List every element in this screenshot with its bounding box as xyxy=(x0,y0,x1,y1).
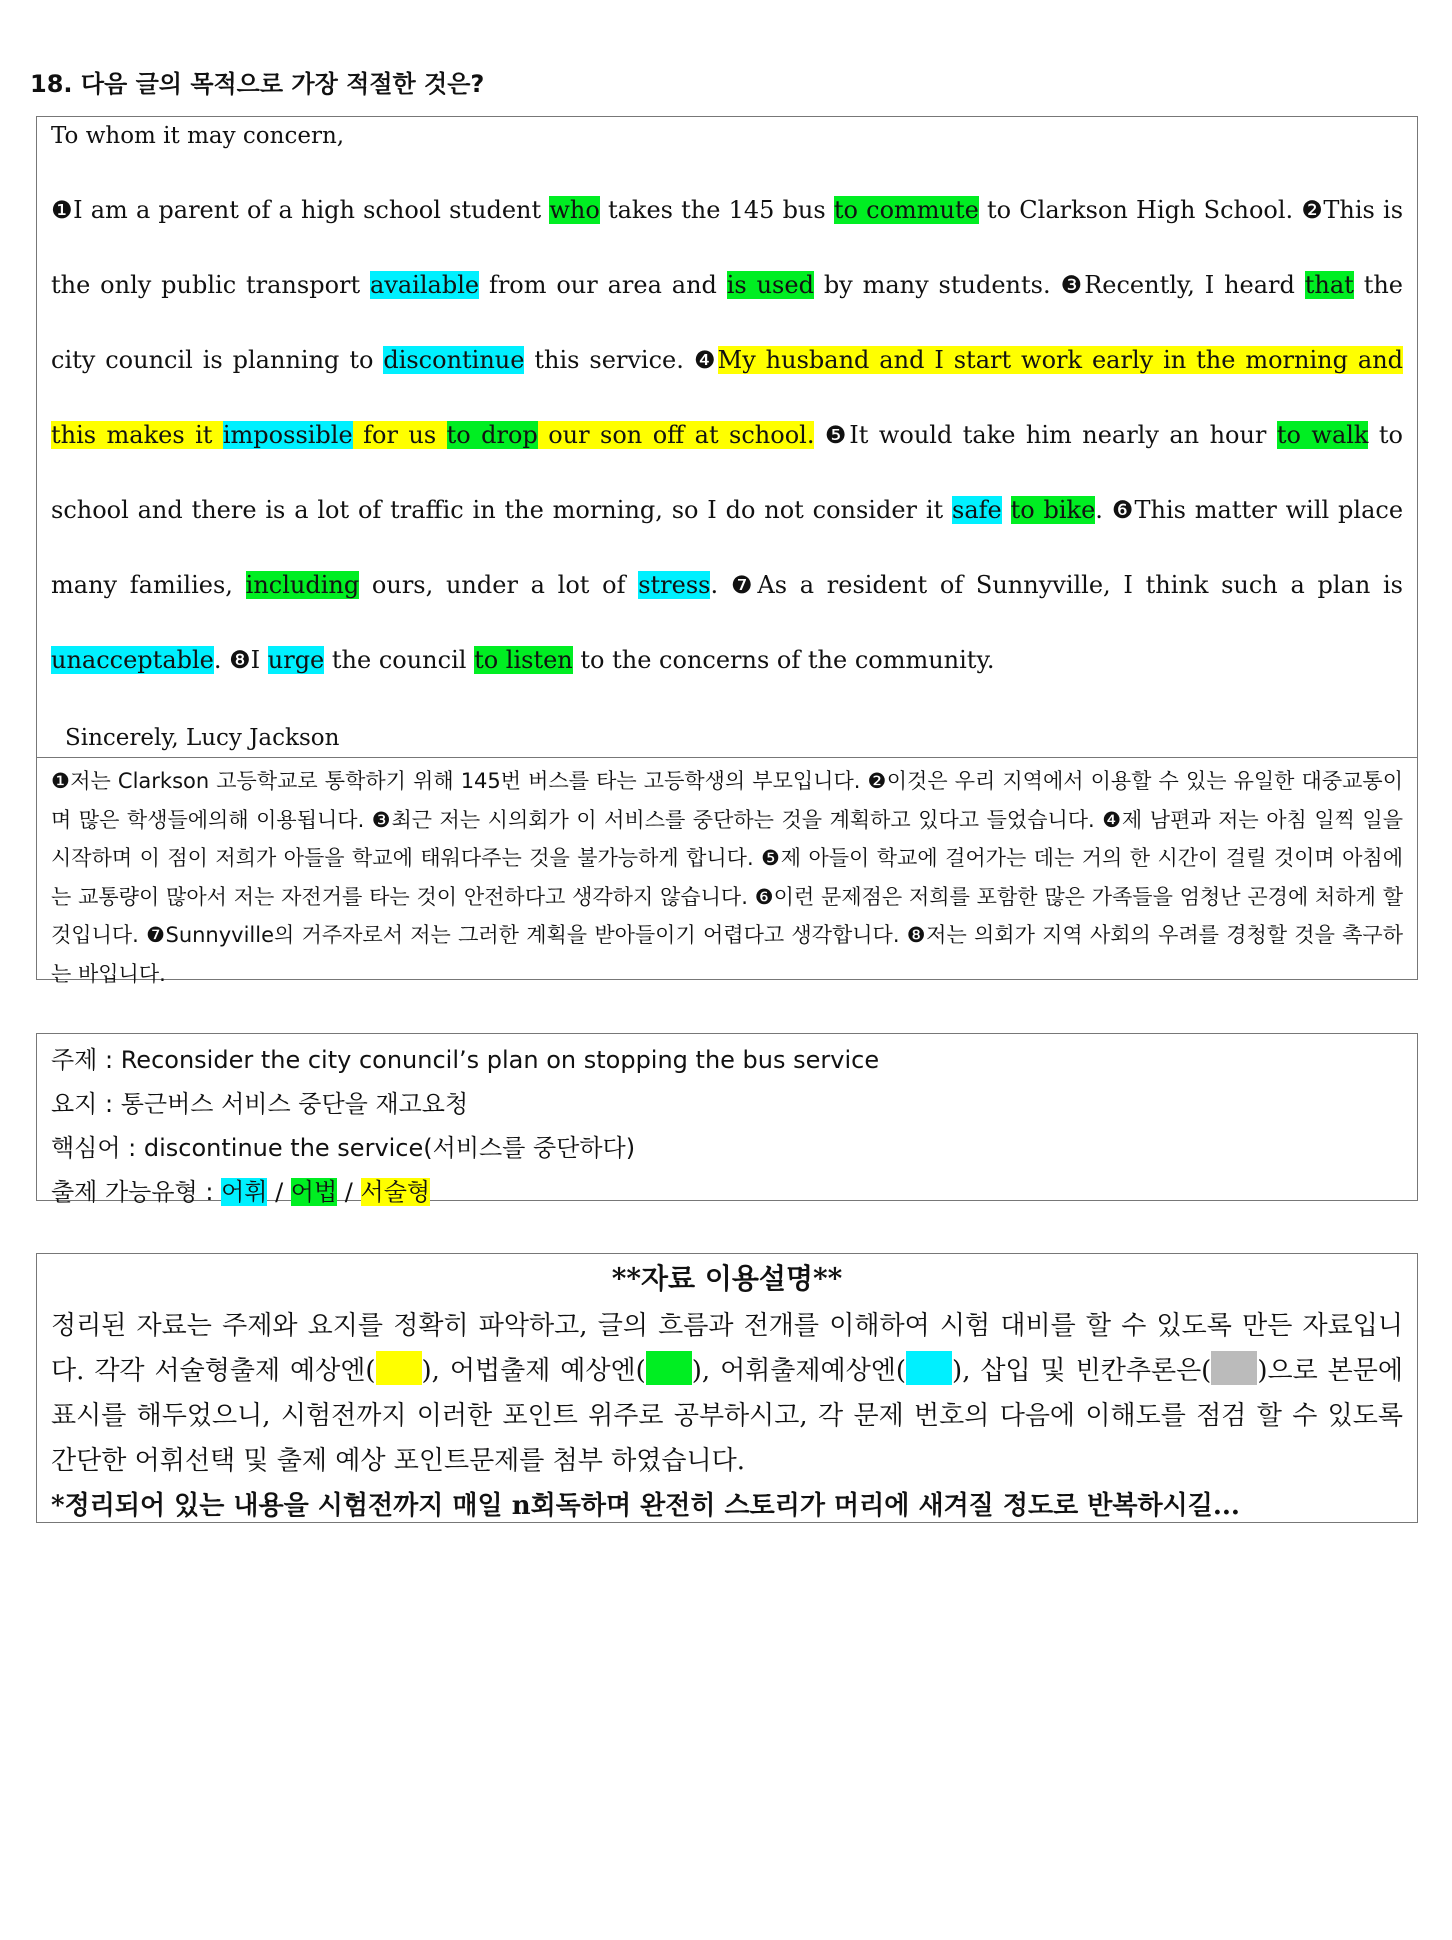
separator: / xyxy=(267,1178,291,1206)
text-segment: this service. xyxy=(524,346,694,374)
usage-guide-box xyxy=(36,1253,1418,1523)
usage-text: )으로 본문에 표시를 해두었으니, 시험전까지 이러한 포인트 위주로 공부하시고, 각 문제 번호의 다음에 이해도를 점검 할 수 있도록 간단한 어휘선택 및 출제 예상 포인트문제를 첨부 하였습니다. xyxy=(51,1356,1403,1476)
text-segment xyxy=(814,421,824,449)
text-segment: I xyxy=(250,646,268,674)
korean-translation: ❶저는 Clarkson 고등학교로 통학하기 위해 145번 버스를 타는 고등학생의 부모입니다. ❷이것은 우리 지역에서 이용할 수 있는 유일한 대중교통이며 많은 학생들에의해 이용됩니다. ❸최근 저는 시의회가 이 서비스를 중단하는 것을 계획하고 있다고 들었습니다. ❹제 남편과 저는 아침 일찍 일을 시작하며 이 점이 저희가 아들을 학교에 태워다주는 것을 불가능하게 합니다. ❺제 아들이 학교에 걸어가는 데는 거의 한 시간이 걸릴 것이며 아침에는 교통량이 많아서 저는 자전거를 타는 것이 안전하다고 생각하지 않습니다. ❻이런 문제점은 저희를 포함한 많은 가족들을 엄청난 곤경에 처하게 할 것입니다. ❼Sunnyville의 거주자로서 저는 그러한 계획을 받아들이기 어렵다고 생각합니다. ❽저는 의회가 지역 사회의 우려를 경청할 것을 촉구하는 바입니다. xyxy=(37,757,1417,979)
grammar-highlight: that xyxy=(1304,271,1354,299)
sentence-marker: ❺ xyxy=(824,421,850,449)
question-title: 18. 다음 글의 목적으로 가장 적절한 것은? xyxy=(30,70,485,98)
writing-highlight: My husband and I start work early in the morning and this makes it xyxy=(51,346,1404,449)
type-grammar-badge: 어법 xyxy=(290,1178,338,1206)
vocab-highlight: available xyxy=(370,271,480,299)
grammar-highlight: to bike xyxy=(1010,496,1096,524)
text-segment: the city council is planning to xyxy=(51,271,1403,374)
types-label: 출제 가능유형 : xyxy=(51,1178,222,1206)
text-segment: This is the only public transport xyxy=(51,196,1404,299)
type-writing-badge: 서술형 xyxy=(360,1178,431,1206)
summary-gist: 요지 : 통근버스 서비스 중단을 재고요청 xyxy=(51,1090,469,1118)
sentence-marker: ❼ xyxy=(730,571,758,599)
writing-highlight: our son off at school. xyxy=(537,421,815,449)
summary-box xyxy=(36,1033,1418,1206)
letter-body xyxy=(51,173,1403,698)
grammar-highlight: to listen xyxy=(474,646,573,674)
usage-note: *정리되어 있는 내용을 시험전까지 매일 n회독하며 완전히 스토리가 머리에 새겨질 정도로 반복하시길... xyxy=(51,1491,1240,1521)
usage-title: **자료 이용설명** xyxy=(611,1262,843,1295)
text-segment xyxy=(1002,496,1011,524)
grammar-highlight: to commute xyxy=(833,196,979,224)
text-segment: . xyxy=(710,571,731,599)
text-segment: This matter will place many families, xyxy=(51,496,1404,599)
text-segment: As a resident of Sunnyville, I think such a plan is xyxy=(757,571,1403,599)
text-segment: by many students. xyxy=(813,271,1061,299)
type-vocab-badge: 어휘 xyxy=(221,1178,268,1206)
writing-color-swatch xyxy=(376,1351,422,1385)
text-segment: to school and there is a lot of traffic in the morning, so I do not consider it xyxy=(51,421,1404,524)
sentence-marker: ❶ xyxy=(51,196,74,224)
text-segment: ours, under a lot of xyxy=(359,571,639,599)
summary-topic: 주제 : Reconsider the city conuncil’s plan on stopping the bus service xyxy=(51,1046,880,1074)
usage-text: ), 삽입 및 빈칸추론은( xyxy=(952,1356,1212,1386)
usage-text: 정리된 자료는 주제와 요지를 정확히 파악하고, 글의 흐름과 전개를 이해하여 시험 대비를 할 수 있도록 만든 자료입니다. 각각 서술형출제 예상엔( xyxy=(51,1311,1403,1386)
grammar-highlight: to walk xyxy=(1276,421,1369,449)
text-segment: the council xyxy=(324,646,475,674)
sentence-marker: ❸ xyxy=(1060,271,1085,299)
text-segment: to Clarkson High School. xyxy=(978,196,1302,224)
grammar-color-swatch xyxy=(646,1351,692,1385)
grammar-highlight: including xyxy=(245,571,360,599)
letter-greeting: To whom it may concern, xyxy=(51,123,345,149)
vocab-highlight: urge xyxy=(267,646,325,674)
writing-highlight: for us xyxy=(352,421,447,449)
summary-question-types xyxy=(51,1170,1403,1214)
sentence-marker: ❻ xyxy=(1111,496,1135,524)
text-segment: . xyxy=(1095,496,1112,524)
usage-text: ), 어법출제 예상엔( xyxy=(421,1356,646,1386)
passage-box xyxy=(36,116,1418,986)
vocab-highlight: safe xyxy=(952,496,1002,524)
sentence-marker: ❷ xyxy=(1301,196,1324,224)
grammar-highlight: who xyxy=(549,196,600,224)
usage-text: ), 어휘출제예상엔( xyxy=(691,1356,907,1386)
text-segment: from our area and xyxy=(479,271,727,299)
text-segment: takes the 145 bus xyxy=(599,196,834,224)
vocab-highlight: impossible xyxy=(222,421,353,449)
summary-keyword: 핵심어 : discontinue the service(서비스를 중단하다) xyxy=(51,1134,636,1162)
sentence-marker: ❹ xyxy=(693,346,718,374)
text-segment: to the concerns of the community. xyxy=(572,646,995,674)
vocab-highlight: unacceptable xyxy=(51,646,214,674)
grammar-highlight: is used xyxy=(726,271,814,299)
insertion-color-swatch xyxy=(1211,1351,1257,1385)
text-segment: Recently, I heard xyxy=(1084,271,1305,299)
text-segment: It would take him nearly an hour xyxy=(849,421,1277,449)
separator: / xyxy=(337,1178,361,1206)
text-segment: I am a parent of a high school student xyxy=(73,196,550,224)
text-segment: . xyxy=(213,646,230,674)
sentence-marker: ❽ xyxy=(229,646,251,674)
vocab-highlight: stress xyxy=(638,571,711,599)
usage-description xyxy=(51,1304,1403,1484)
grammar-highlight: to drop xyxy=(446,421,538,449)
vocab-color-swatch xyxy=(906,1351,952,1385)
vocab-highlight: discontinue xyxy=(383,346,525,374)
letter-signature: Sincerely, Lucy Jackson xyxy=(65,725,340,751)
